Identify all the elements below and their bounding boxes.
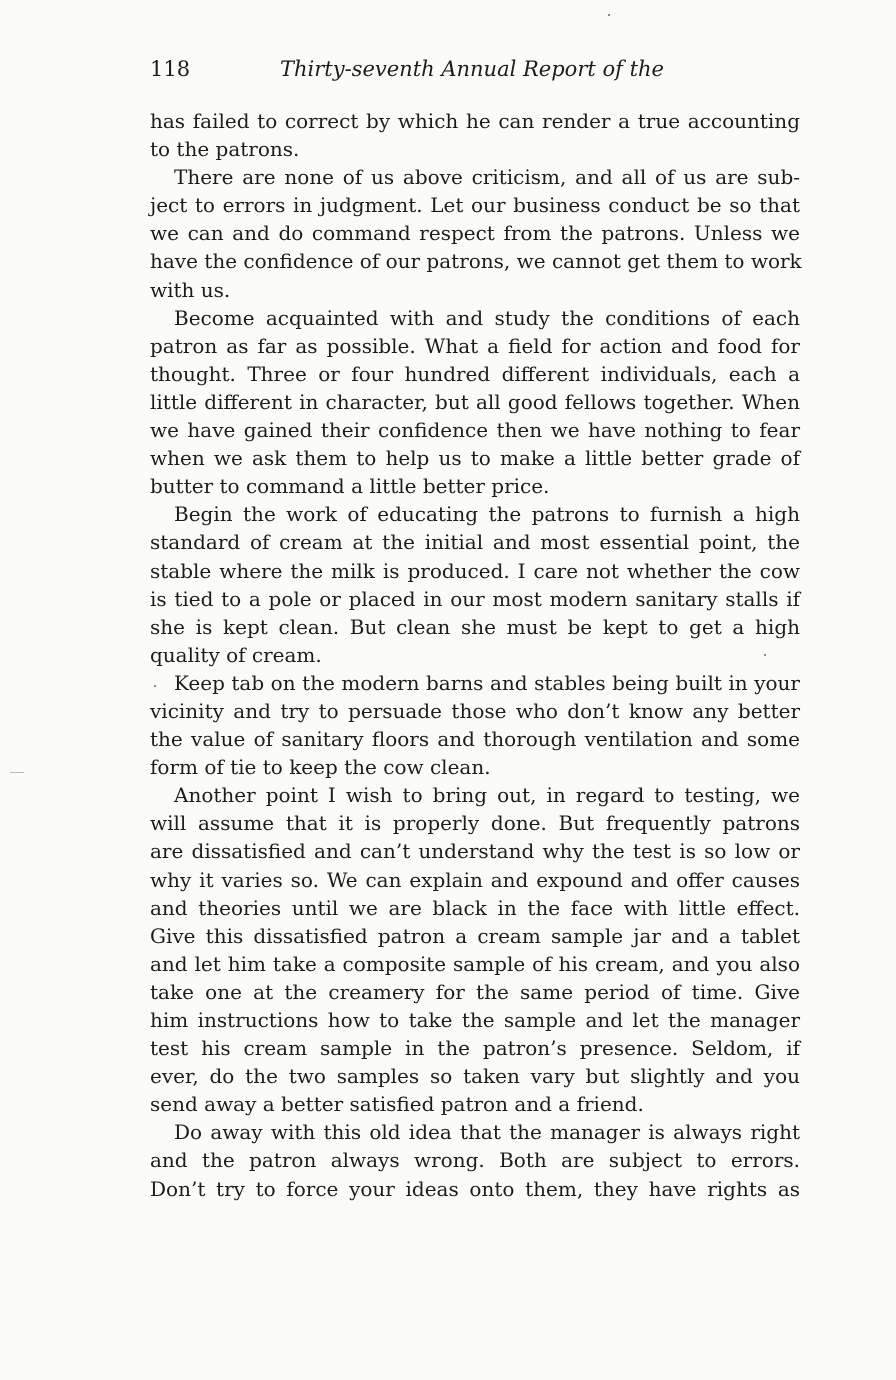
scan-speck [154,685,156,687]
paragraph-7 [150,1118,800,1202]
text-line: when we ask them to help us to make a little better grade of [150,446,800,471]
text-line: form of tie to keep the cow clean. [150,755,491,780]
text-line: and let him take a composite sample of his cream, and you also [150,951,800,976]
page-header [150,52,800,86]
text-line: stable where the milk is produced. I care not whether the cow [150,558,800,583]
text-line: vicinity and try to persuade those who don’t know any better [150,698,800,723]
text-line: Don’t try to force your ideas onto them, they have rights as [150,1176,800,1201]
text-line: the value of sanitary floors and thorough ventilation and some [150,727,800,752]
text-line: little different in character, but all good fellows together. When [150,389,800,414]
text-line: ject to errors in judgment. Let our business conduct be so that [150,193,800,218]
running-head: Thirty-seventh Annual Report of the [280,57,664,81]
paragraph-3 [150,304,800,501]
text-line: has failed to correct by which he can render a true accounting [150,109,800,133]
text-line: is tied to a pole or placed in our most modern sanitary stalls if [150,586,800,611]
body-text [150,107,800,1203]
text-line: we have gained their confidence then we have nothing to fear [150,418,800,443]
text-line: she is kept clean. But clean she must be kept to get a high [150,614,800,639]
scan-speck [10,772,24,773]
text-line: send away a better satisfied patron and a friend. [150,1092,644,1117]
text-line: and theories until we are black in the face with little effect. [150,895,800,920]
text-line: are dissatisfied and can’t understand why the test is so low or [150,839,800,864]
text-line: why it varies so. We can explain and expound and offer causes [150,867,800,892]
text-line: quality of cream. [150,642,322,667]
text-line: Keep tab on the modern barns and stables being built in your [174,670,800,695]
text-line: butter to command a little better price. [150,474,550,499]
text-line: thought. Three or four hundred different individuals, each a [150,361,800,386]
text-line: ever, do the two samples so taken vary but slightly and you [150,1064,800,1089]
scan-speck [608,14,610,16]
text-line: with us. [150,277,231,302]
text-line: test his cream sample in the patron’s presence. Seldom, if [150,1036,800,1061]
paragraph-2 [150,163,800,303]
text-line: Become acquainted with and study the conditions of each [174,305,800,330]
text-line: patron as far as possible. What a field for action and food for [150,333,800,358]
text-line: standard of cream at the initial and most essential point, the [150,530,800,555]
paragraph-1 [150,107,800,163]
text-line: Another point I wish to bring out, in regard to testing, we [174,783,800,808]
text-line: have the confidence of our patrons, we cannot get them to work [150,249,802,274]
page-number: 118 [150,57,191,81]
text-line: will assume that it is properly done. But frequently patrons [150,811,800,836]
text-line: There are none of us above criticism, and all of us are sub- [174,165,800,190]
text-line: him instructions how to take the sample and let the manager [150,1008,800,1032]
text-line: Give this dissatisfied patron a cream sample jar and a tablet [150,923,800,948]
paragraph-6 [150,781,800,1118]
text-line: Begin the work of educating the patrons to furnish a high [174,502,800,527]
paragraph-4 [150,500,800,669]
text-line: to the patrons. [150,137,300,162]
paragraph-5 [150,669,800,781]
text-line: Do away with this old idea that the manager is always right [174,1120,800,1145]
text-line: we can and do command respect from the patrons. Unless we [150,221,800,246]
scan-speck [764,654,766,656]
text-line: take one at the creamery for the same period of time. Give [150,979,800,1004]
text-line: and the patron always wrong. Both are subject to errors. [150,1148,800,1173]
